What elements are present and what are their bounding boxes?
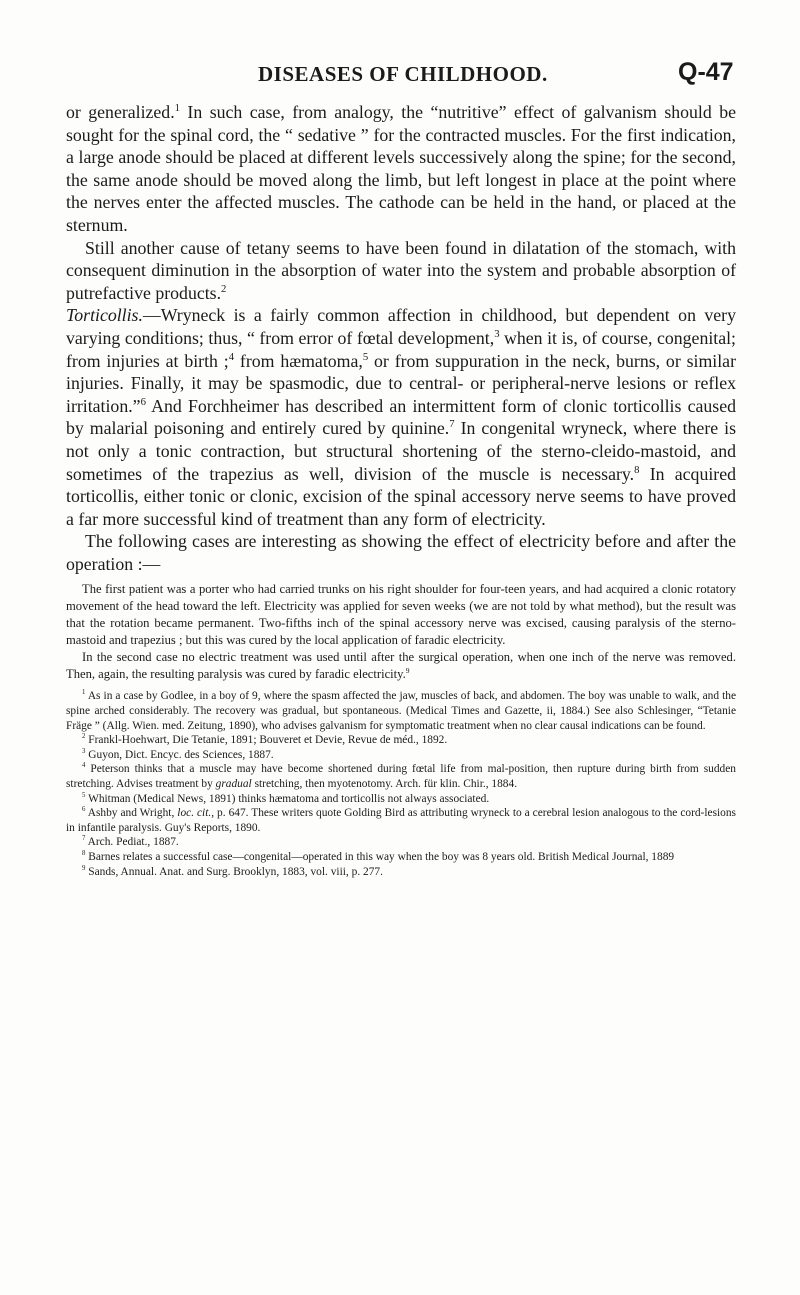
- page-content: [66, 101, 736, 879]
- page-header: [0, 58, 800, 88]
- footnote-ref: 1: [174, 102, 180, 115]
- footnote-5: $^5$ Whitman (Medical News, 1891) thinks hæmatoma and torticollis not always associated.: [82, 791, 490, 805]
- case-first-patient: The first patient was a porter who had carried trunks on his right shoulder for four-teen years, and had acquired a clonic rotatory movement of the head toward the left. Electricity was applied for seven weeks (we are not told by what method), but the result was that the rotation became permanent. Two-fifths inch of the spinal accessory nerve was excised, causing paralysis of the sterno-mastoid and trapezius ; but this was cured by the local application of faradic electricity.: [66, 582, 736, 648]
- section-title-torticollis: Torticollis.: [66, 305, 143, 326]
- footnote-ref: 5: [362, 350, 369, 363]
- footnote-3: $^3$ Guyon, Dict. Encyc. des Sciences, 1887.: [82, 748, 274, 761]
- footnote-ref: 7: [449, 418, 455, 431]
- paragraph-tetany-torticollis: Still another cause of tetany seems to have been found in dilatation of the stomach, with consequent diminution in the absorption of water into the system and probable absorption of putrefactive products.$^2$ Torticollis.—Wryneck is a fairly common affection in childhood, but dependent on very varying conditions; thus, “ from error of fœtal development,$^3$ when it is, of course, congenital; from injuries at birth ;$^4$ from hæmatoma,$^5$ or from suppuration in the neck, burns, or similar injuries. Finally, it may be spasmodic, due to central- or peripheral-nerve lesions or reflex irritation.”$^6$ And Forchheimer has described an intermittent form of clonic torticollis caused by malarial poisoning and entirely cured by quinine.$^7$ In congenital wryneck, where there is not only a tonic contraction, but structural shortening of the sterno-cleido-mastoid, and sometimes of the trapezius as well, division of the muscle is necessary.$^8$ In acquired torticollis, either tonic or clonic, excision of the spinal accessory nerve seems to have proved a far more successful kind of treatment than any form of electricity.: [66, 237, 737, 529]
- body-text: [66, 101, 736, 575]
- footnote-6: $^6$ Ashby and Wright, loc. cit., p. 647. These writers quote Golding Bird as attributing wryneck to a cerebral lesion analogous to the cord-lesions in infantile paralysis. Guy's Reports, 1890.: [66, 806, 736, 834]
- footnote-7: $^7$ Arch. Pediat., 1887.: [82, 835, 179, 849]
- footnotes: [66, 689, 736, 879]
- footnote-ref: 4: [228, 350, 235, 363]
- footnote-ref: 8: [634, 463, 640, 476]
- footnote-9: $^9$ Sands, Annual. Anat. and Surg. Brooklyn, 1883, vol. viii, p. 277.: [82, 864, 383, 878]
- footnote-ref: 3: [494, 328, 500, 341]
- footnote-4: $^4$ Peterson thinks that a muscle may have become shortened during fœtal life from mal-position, then rupture during birth from sudden stretching. Advises treatment by gradual stretching, then myotenotomy. Arch. für klin. Chir., 1884.: [66, 762, 736, 791]
- paragraph-following-cases: The following cases are interesting as showing the effect of electricity before and after the operation :—: [66, 531, 736, 574]
- case-reports: [66, 581, 736, 683]
- case-second-patient: In the second case no electric treatment was used until after the surgical operation, when one inch of the nerve was removed. Then, again, the resulting paralysis was cured by faradic electricity.$^9$: [66, 650, 736, 682]
- page-number: Q-47: [678, 58, 734, 86]
- footnote-1: $^1$ As in a case by Godlee, in a boy of 9, where the spasm affected the jaw, muscles of back, and abdomen. The boy was unable to walk, and the spine arched considerably. The recovery was gradual, but spontaneous. (Medical Times and Gazette, ii, 1884.) See also Schlesinger, “Tetanie Fräge ” (Allg. Wien. med. Zeitung, 1890), who advises galvanism for symptomatic treatment when no clear causal indications can be found.: [66, 689, 736, 732]
- footnote-ref: 6: [140, 395, 146, 408]
- footnote-ref: 9: [405, 666, 410, 676]
- running-title: DISEASES OF CHILDHOOD.: [258, 62, 548, 86]
- footnote-ref: 2: [221, 282, 227, 295]
- footnote-2: $^2$ Frankl-Hoehwart, Die Tetanie, 1891; Bouveret et Devie, Revue de méd., 1892.: [82, 733, 448, 747]
- paragraph-continuation: or generalized.$^1$ In such case, from analogy, the “nutritive” effect of galvanism should be sought for the spinal cord, the “ sedative ” for the contracted muscles. For the first indication, a large anode should be placed at different levels successively along the spine; for the second, the same anode should be moved along the limb, but left longest in place at the point where the nerves enter the affected muscles. The cathode can be held in the hand, or placed at the sternum.: [66, 102, 736, 235]
- footnote-8: $^8$ Barnes relates a successful case—congenital—operated in this way when the boy was 8 years old. British Medical Journal, 1889: [82, 850, 675, 863]
